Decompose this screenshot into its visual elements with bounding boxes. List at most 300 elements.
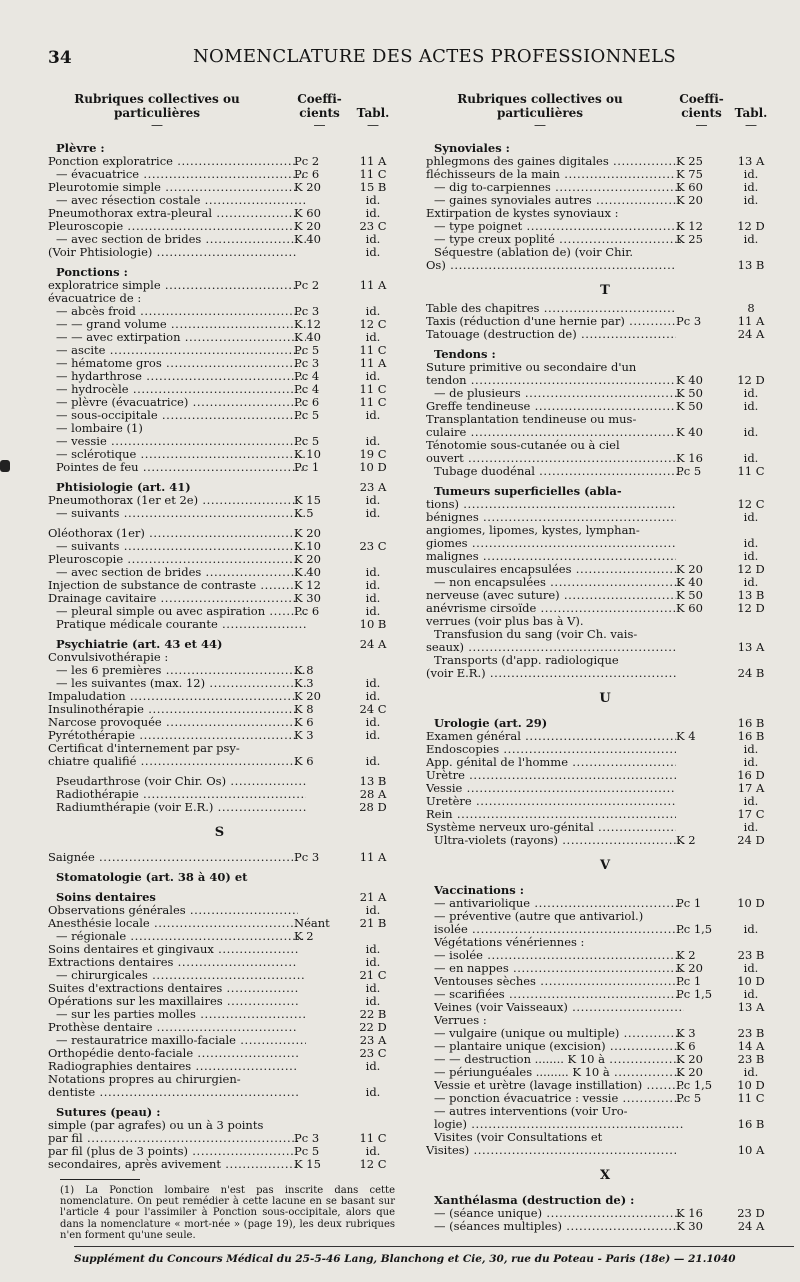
row-label: — abcès froid ..... [56, 305, 306, 318]
row-table-ref: id. [365, 304, 381, 318]
nomenclature-row [42, 1008, 397, 1021]
row-label: — les suivantes (max. 12) ..... [56, 677, 306, 690]
row-coefficient: K 25 [676, 232, 703, 246]
nomenclature-row [42, 1060, 397, 1073]
row-label: exploratrice simple ..... [48, 279, 298, 292]
row-coefficient: Pc 5 [294, 1144, 320, 1158]
row-label: Radiographies dentaires ..... [48, 1060, 298, 1073]
nomenclature-row [42, 409, 397, 422]
nomenclature-row [420, 315, 790, 328]
row-label: Injection de substance de contraste ..... [48, 579, 298, 592]
row-label: Radiumthérapie (voir E.R.) ..... [56, 801, 306, 814]
row-label: App. génital de l'homme ..... [426, 756, 676, 769]
nomenclature-row [420, 524, 790, 537]
row-label: évacuatrice de : [48, 292, 142, 305]
nomenclature-row [42, 1034, 397, 1047]
nomenclature-row [420, 194, 790, 207]
row-table-ref: 14 A [737, 1039, 765, 1053]
nomenclature-row [420, 576, 790, 589]
nomenclature-row [42, 943, 397, 956]
row-label: culaire ..... [426, 426, 676, 439]
row-coefficient: K 20 [294, 689, 321, 703]
row-table-ref: 16 B [737, 716, 765, 730]
row-table-ref: 21 B [359, 916, 387, 930]
row-table-ref: id. [365, 408, 381, 422]
row-table-ref: 24 A [737, 1219, 765, 1233]
row-label: — ponction évacuatrice : vessie ..... [434, 1092, 684, 1105]
row-table-ref: id. [365, 955, 381, 969]
row-table-ref: 12 C [359, 317, 387, 331]
nomenclature-row [420, 923, 790, 936]
nomenclature-row [420, 1027, 790, 1040]
nomenclature-row [42, 318, 397, 331]
row-table-ref: 10 D [359, 460, 387, 474]
row-table-ref: 21 C [359, 968, 387, 982]
row-label: Pratique médicale courante ..... [56, 618, 306, 631]
row-coefficient: Pc 2 [294, 154, 320, 168]
row-label: Orthopédie dento-faciale ..... [48, 1047, 298, 1060]
row-label: Extirpation de kystes synoviaux : [426, 207, 619, 220]
row-label: — scarifiées ..... [434, 988, 684, 1001]
row-coefficient: Pc 6 [294, 395, 320, 409]
row-coefficient: Pc 1,5 [676, 987, 713, 1001]
nomenclature-row [420, 1066, 790, 1079]
nomenclature-row [420, 1053, 790, 1066]
row-label: U [599, 692, 611, 705]
row-label: Suture primitive ou secondaire d'un [426, 361, 637, 374]
row-coefficient: Pc 1 [294, 460, 320, 474]
nomenclature-row [420, 259, 790, 272]
row-label: (voir E.R.) ..... [426, 667, 676, 680]
row-table-ref: id. [743, 180, 759, 194]
row-table-ref: id. [365, 434, 381, 448]
row-label: Plèvre : [56, 142, 105, 155]
nomenclature-row [420, 602, 790, 615]
row-coefficient: Pc 5 [294, 343, 320, 357]
row-coefficient: K 40 [676, 373, 703, 387]
nomenclature-row [42, 461, 397, 474]
row-label: — gaines synoviales autres ..... [434, 194, 684, 207]
nomenclature-row [420, 962, 790, 975]
nomenclature-row [420, 387, 790, 400]
row-table-ref: 8 [747, 301, 755, 315]
row-table-ref: 16 B [737, 729, 765, 743]
nomenclature-row [420, 246, 790, 259]
row-table-ref: 28 A [359, 787, 387, 801]
row-table-ref: id. [365, 565, 381, 579]
nomenclature-row [42, 904, 397, 917]
row-table-ref: 22 D [359, 1020, 387, 1034]
nomenclature-row [42, 618, 397, 631]
row-coefficient: Pc 5 [294, 408, 320, 422]
nomenclature-row [42, 520, 397, 527]
row-table-ref: 10 A [737, 1143, 765, 1157]
nomenclature-row [420, 975, 790, 988]
row-label: ouvert ..... [426, 452, 676, 465]
row-coefficient: K 5 [294, 506, 314, 520]
row-label: — sous-occipitale ..... [56, 409, 306, 422]
row-table-ref: 10 D [737, 1078, 765, 1092]
coefficients-header: Coeffi- cients — [297, 92, 342, 132]
row-table-ref: id. [365, 1144, 381, 1158]
row-coefficient: K 3 [676, 1026, 696, 1040]
row-label: phlegmons des gaines digitales ..... [426, 155, 676, 168]
section-letter [42, 822, 397, 844]
row-label: chiatre qualifié ..... [48, 755, 298, 768]
nomenclature-row [420, 155, 790, 168]
row-label: Tatouage (destruction de) ..... [426, 328, 676, 341]
nomenclature-row [42, 851, 397, 864]
row-table-ref: 24 A [737, 327, 765, 341]
row-label: Transplantation tendineuse ou mus- [426, 413, 637, 426]
row-label: Psychiatrie (art. 43 et 44) [56, 638, 223, 651]
row-label: V [599, 859, 611, 872]
rubric-heading [420, 1194, 790, 1207]
nomenclature-row [420, 897, 790, 910]
row-label: — isolée ..... [434, 949, 684, 962]
nomenclature-row [420, 782, 790, 795]
row-coefficient: K 6 [294, 715, 314, 729]
footnote-rule [60, 1179, 140, 1180]
nomenclature-row [420, 743, 790, 756]
row-table-ref: 11 C [737, 1091, 765, 1105]
row-table-ref: id. [743, 193, 759, 207]
row-table-ref: 11 A [737, 314, 765, 328]
nomenclature-row [420, 589, 790, 602]
row-label: Examen général ..... [426, 730, 676, 743]
row-table-ref: id. [743, 755, 759, 769]
row-coefficient: Pc 3 [294, 1131, 320, 1145]
row-coefficient: K 60 [676, 180, 703, 194]
row-coefficient: Pc 1,5 [676, 1078, 713, 1092]
row-label: — évacuatrice ..... [56, 168, 306, 181]
row-table-ref: id. [743, 399, 759, 413]
row-coefficient: K 60 [294, 206, 321, 220]
rubric-heading [420, 884, 790, 897]
nomenclature-row [42, 1086, 397, 1099]
row-table-ref: id. [365, 942, 381, 956]
rubric-heading [420, 142, 790, 155]
row-label: Ultra-violets (rayons) ..... [434, 834, 684, 847]
row-coefficient: Pc 5 [294, 434, 320, 448]
nomenclature-row [42, 677, 397, 690]
row-table-ref: id. [743, 451, 759, 465]
row-table-ref: id. [365, 1085, 381, 1099]
nomenclature-row [42, 331, 397, 344]
row-label: Radiothérapie ..... [56, 788, 306, 801]
row-table-ref: 19 C [359, 447, 387, 461]
nomenclature-row [42, 305, 397, 318]
row-table-ref: 11 A [359, 278, 387, 292]
row-label: musculaires encapsulées ..... [426, 563, 676, 576]
row-table-ref: 10 B [359, 617, 387, 631]
row-label: tendon ..... [426, 374, 676, 387]
row-table-ref: id. [365, 903, 381, 917]
nomenclature-row [42, 917, 397, 930]
nomenclature-row [42, 1145, 397, 1158]
rubric-heading [42, 266, 397, 279]
row-table-ref: 11 A [359, 154, 387, 168]
row-table-ref: 23 A [359, 1033, 387, 1047]
row-label: Pneumothorax (1er et 2e) ..... [48, 494, 298, 507]
row-label: malignes ..... [426, 550, 676, 563]
row-table-ref: 11 C [737, 464, 765, 478]
row-label: — plantaire unique (excision) ..... [434, 1040, 684, 1053]
row-label: Opérations sur les maxillaires ..... [48, 995, 298, 1008]
nomenclature-row [42, 1158, 397, 1171]
row-table-ref: 23 B [737, 948, 765, 962]
row-label: Convulsivothérapie : [48, 651, 169, 664]
row-label: (Voir Phtisiologie) ..... [48, 246, 298, 259]
nomenclature-row [42, 690, 397, 703]
row-label: Ponction exploratrice ..... [48, 155, 298, 168]
row-table-ref: id. [743, 232, 759, 246]
row-label: — en nappes ..... [434, 962, 684, 975]
row-label: Synoviales : [434, 142, 510, 155]
row-label: — dig to-carpiennes ..... [434, 181, 684, 194]
row-label: — — destruction ........ K 10 à ..... [434, 1053, 684, 1066]
nomenclature-row [42, 729, 397, 742]
nomenclature-row [420, 936, 790, 949]
nomenclature-row [42, 995, 397, 1008]
nomenclature-row [420, 730, 790, 743]
row-table-ref: id. [365, 493, 381, 507]
row-table-ref: 13 A [737, 1000, 765, 1014]
nomenclature-row [42, 396, 397, 409]
row-label: — périunguéales ......... K 10 à ..... [434, 1066, 684, 1079]
row-table-ref: 13 A [737, 640, 765, 654]
row-table-ref: 24 B [737, 666, 765, 680]
row-table-ref: id. [365, 689, 381, 703]
row-table-ref: id. [365, 232, 381, 246]
row-label: — vessie ..... [56, 435, 306, 448]
row-table-ref: 13 B [359, 774, 387, 788]
nomenclature-row [42, 755, 397, 768]
page-number: 34 [48, 48, 72, 68]
row-label: Greffe tendineuse ..... [426, 400, 676, 413]
row-label: — chirurgicales ..... [56, 969, 306, 982]
row-coefficient: K 8 [294, 663, 314, 677]
rubric-heading [42, 1106, 397, 1119]
row-label: — restauratrice maxillo-faciale ..... [56, 1034, 306, 1047]
row-label: — non encapsulées ..... [434, 576, 684, 589]
row-table-ref: id. [365, 578, 381, 592]
row-table-ref: id. [743, 922, 759, 936]
row-label: — — avec extirpation ..... [56, 331, 306, 344]
row-label: — suivants ..... [56, 507, 306, 520]
row-label: par fil ..... [48, 1132, 298, 1145]
row-table-ref: 23 A [359, 480, 387, 494]
row-label: Drainage cavitaire ..... [48, 592, 298, 605]
row-label: Végétations vénériennes : [434, 936, 585, 949]
nomenclature-row [42, 220, 397, 233]
nomenclature-row [420, 949, 790, 962]
tableau-header: Tabl. — [734, 106, 768, 132]
nomenclature-row [420, 1079, 790, 1092]
row-label: T [600, 284, 610, 297]
nomenclature-row [420, 233, 790, 246]
row-coefficient: K 3 [294, 676, 314, 690]
row-table-ref: 24 C [359, 702, 387, 716]
nomenclature-row [42, 703, 397, 716]
rubric-heading [42, 891, 397, 904]
row-label: Système nerveux uro-génital ..... [426, 821, 676, 834]
nomenclature-row [42, 930, 397, 943]
row-table-ref: 11 C [359, 167, 387, 181]
nomenclature-row [42, 1047, 397, 1060]
row-coefficient: K 12 [676, 219, 703, 233]
row-table-ref: id. [365, 604, 381, 618]
nomenclature-row [42, 788, 397, 801]
row-table-ref: 11 A [359, 356, 387, 370]
row-label: Urètre ..... [426, 769, 676, 782]
row-coefficient: Pc 3 [676, 314, 702, 328]
nomenclature-row [42, 716, 397, 729]
nomenclature-row [42, 168, 397, 181]
section-letter [420, 688, 790, 710]
row-coefficient: Pc 1 [676, 974, 702, 988]
row-label: — hydrocèle ..... [56, 383, 306, 396]
nomenclature-row [420, 910, 790, 923]
row-coefficient: K 75 [676, 167, 703, 181]
nomenclature-row [420, 1014, 790, 1027]
row-coefficient: K 20 [676, 1052, 703, 1066]
row-table-ref: id. [365, 591, 381, 605]
row-label: — avec section de brides ..... [56, 233, 306, 246]
nomenclature-row [42, 775, 397, 788]
row-table-ref: 23 C [359, 1046, 387, 1060]
nomenclature-row [42, 969, 397, 982]
row-coefficient: Pc 4 [294, 382, 320, 396]
nomenclature-row [42, 194, 397, 207]
footnote: (1) La Ponction lombaire n'est pas inscrite dans cette nomenclature. On peut remédier à cette lacune en se basant sur l'article 4 pour l'assimiler à Ponction sous-occipitale, alors que dans la nomenclature « mort-née » (page 19), les deux rubriques n'en forment qu'une seule. [60, 1185, 395, 1241]
row-coefficient: K 40 [294, 565, 321, 579]
row-table-ref: id. [743, 794, 759, 808]
rubric-heading [420, 485, 790, 498]
nomenclature-row [420, 511, 790, 524]
row-coefficient: K 16 [676, 1206, 703, 1220]
nomenclature-row [420, 795, 790, 808]
nomenclature-row [42, 956, 397, 969]
nomenclature-row [42, 651, 397, 664]
row-label: logie) ..... [434, 1118, 684, 1131]
row-label: — les 6 premières ..... [56, 664, 306, 677]
row-label: Anesthésie locale ..... [48, 917, 298, 930]
row-table-ref: 12 D [737, 562, 765, 576]
row-table-ref: id. [365, 369, 381, 383]
row-coefficient: Pc 6 [294, 167, 320, 181]
nomenclature-row [42, 494, 397, 507]
row-label: Xanthélasma (destruction de) : [434, 1194, 635, 1207]
row-table-ref: 23 B [737, 1026, 765, 1040]
row-table-ref: id. [365, 728, 381, 742]
nomenclature-row [42, 246, 397, 259]
footer: Supplément du Concours Médical du 25-5-46 Lang, Blanchong et Cie, 30, rue du Poteau - Paris (18e) — 21.1040 [74, 1253, 736, 1265]
nomenclature-row [420, 413, 790, 426]
row-label: Table des chapitres ..... [426, 302, 676, 315]
nomenclature-row [420, 654, 790, 667]
right-column [420, 92, 790, 1233]
nomenclature-row [420, 834, 790, 847]
row-label: — sclérotique ..... [56, 448, 306, 461]
nomenclature-row [420, 641, 790, 654]
row-table-ref: id. [365, 330, 381, 344]
row-coefficient: K 2 [676, 948, 696, 962]
row-label: — — grand volume ..... [56, 318, 306, 331]
row-coefficient: Pc 3 [294, 356, 320, 370]
row-coefficient: K 2 [676, 833, 696, 847]
row-label: nerveuse (avec suture) ..... [426, 589, 676, 602]
row-table-ref: id. [365, 994, 381, 1008]
row-label: Ténotomie sous-cutanée ou à ciel [426, 439, 620, 452]
row-table-ref: 17 A [737, 781, 765, 795]
row-table-ref: id. [743, 549, 759, 563]
nomenclature-row [420, 498, 790, 511]
row-label: Pointes de feu ..... [56, 461, 306, 474]
row-table-ref: 13 A [737, 154, 765, 168]
row-label: Tumeurs superficielles (abla- [434, 485, 622, 498]
row-label: angiomes, lipomes, kystes, lymphan- [426, 524, 640, 537]
row-table-ref: 23 C [359, 219, 387, 233]
nomenclature-row [420, 452, 790, 465]
row-label: — lombaire (1) [56, 422, 143, 435]
left-column [42, 92, 397, 1171]
rubric-heading [420, 717, 790, 730]
row-label: Pseudarthrose (voir Chir. Os) ..... [56, 775, 306, 788]
row-label: Visites) ..... [426, 1144, 676, 1157]
row-label: Insulinothérapie ..... [48, 703, 298, 716]
nomenclature-row [420, 628, 790, 641]
row-coefficient: K 10 [294, 447, 321, 461]
row-table-ref: 10 D [737, 974, 765, 988]
row-label: — plèvre (évacuatrice) ..... [56, 396, 306, 409]
row-coefficient: K 40 [676, 575, 703, 589]
row-table-ref: id. [743, 1065, 759, 1079]
row-label: — (séances multiples) ..... [434, 1220, 684, 1233]
row-coefficient: Pc 6 [294, 604, 320, 618]
row-table-ref: id. [743, 820, 759, 834]
row-label: — avec section de brides ..... [56, 566, 306, 579]
row-label: — sur les parties molles ..... [56, 1008, 306, 1021]
row-table-ref: 12 D [737, 601, 765, 615]
row-label: X [599, 1169, 611, 1182]
row-coefficient: K 10 [294, 539, 321, 553]
tableau-header: Tabl. — [356, 106, 390, 132]
row-table-ref: 28 D [359, 800, 387, 814]
nomenclature-row [42, 844, 397, 851]
nomenclature-row [420, 1144, 790, 1157]
row-coefficient: Néant [294, 916, 330, 930]
row-coefficient: Pc 5 [676, 464, 702, 478]
row-coefficient: Pc 1 [676, 896, 702, 910]
row-label: Oléothorax (1er) ..... [48, 527, 298, 540]
nomenclature-row [42, 435, 397, 448]
row-coefficient: K 20 [676, 1065, 703, 1079]
nomenclature-row [42, 155, 397, 168]
nomenclature-row [420, 1001, 790, 1014]
nomenclature-row [420, 1131, 790, 1144]
rubric-heading [42, 638, 397, 651]
row-label: — de plusieurs ..... [434, 387, 684, 400]
nomenclature-row [420, 667, 790, 680]
nomenclature-row [42, 540, 397, 553]
row-coefficient: K 25 [676, 154, 703, 168]
row-table-ref: id. [365, 245, 381, 259]
row-coefficient: K 15 [294, 493, 321, 507]
row-coefficient: K 12 [294, 578, 321, 592]
nomenclature-row [420, 439, 790, 452]
row-label: — vulgaire (unique ou multiple) ..... [434, 1027, 684, 1040]
